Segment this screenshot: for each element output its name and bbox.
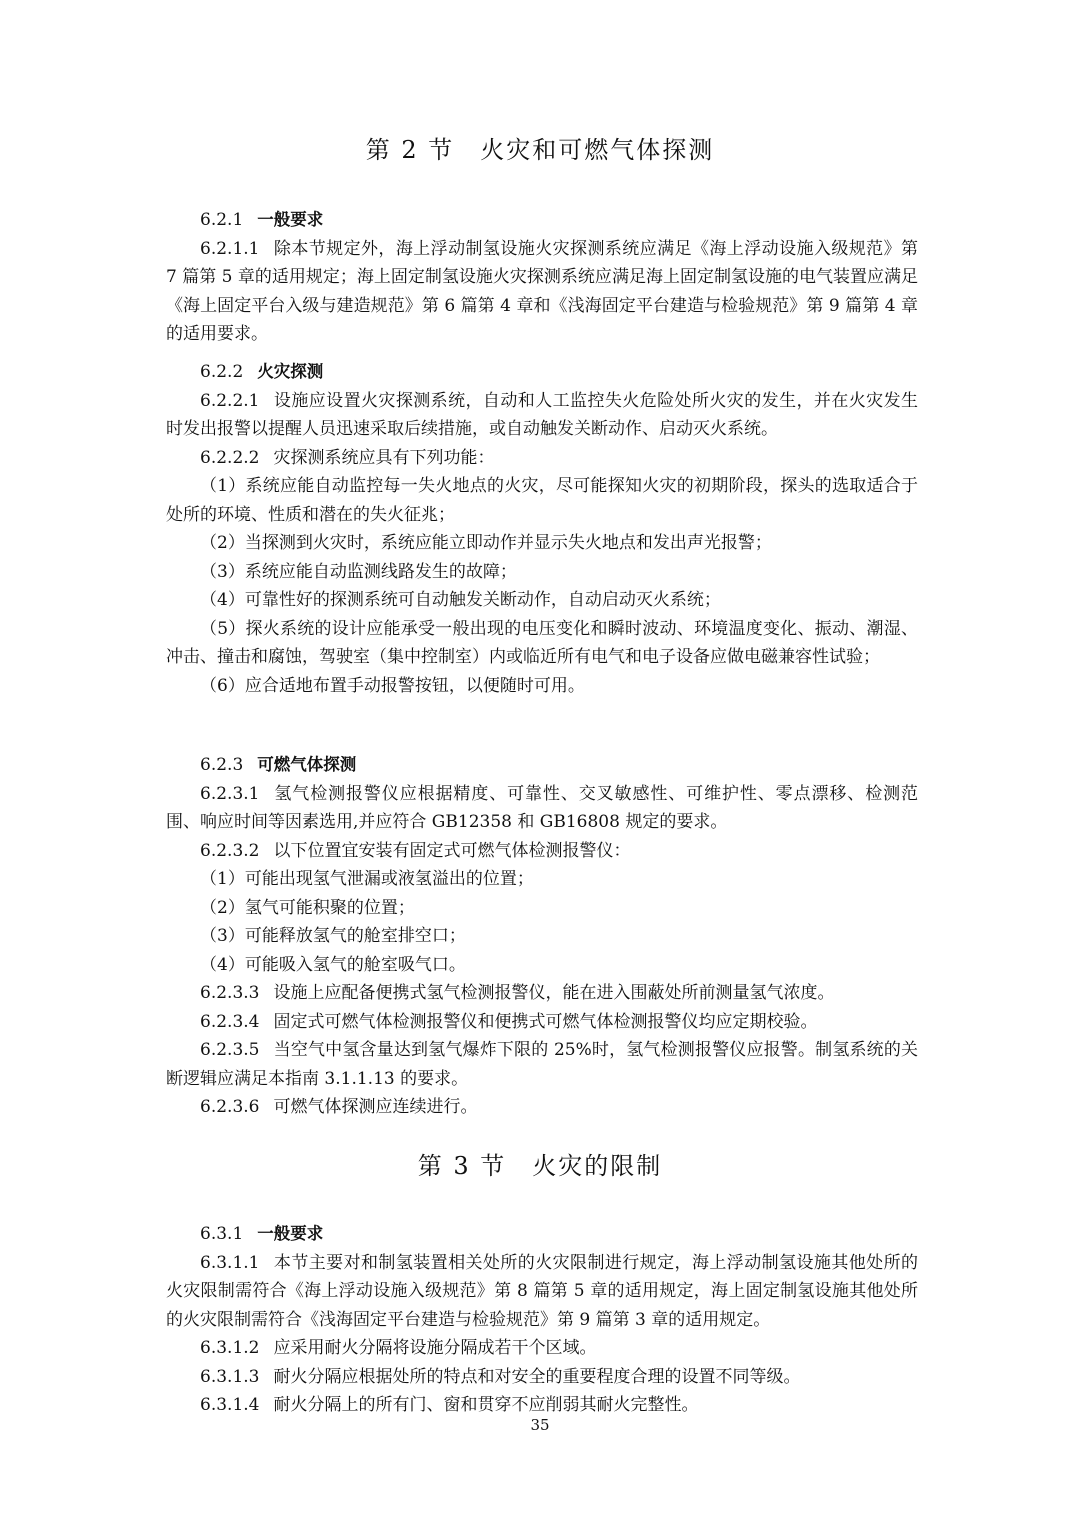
clause-text: 以下位置宜安装有固定式可燃气体检测报警仪： [273, 840, 631, 861]
heading-text: 火灾探测 [257, 362, 324, 381]
section-2-title: 第 2 节 火灾和可燃气体探测 [365, 136, 715, 164]
clause-text: 固定式可燃气体检测报警仪和便携式可燃气体检测报警仪均应定期校验。 [273, 1011, 818, 1032]
clause-6-2-1-1 [166, 235, 918, 349]
page-number: 35 [530, 1416, 550, 1434]
clause-text: 除本节规定外，海上浮动制氢设施火灾探测系统应满足《海上浮动设施入级规范》第 7 篇第 5 章的适用规定；海上固定制氢设施火灾探测系统应满足海上固定制氢设施的电气装置应满足《海上固定平台入级与建造规范》第 6 篇第 4 章和《浅海固定平台建造与检验规范》第 9 篇第 4 章的适用要求。 [166, 238, 918, 344]
clause-6-2-3-2 [166, 837, 918, 866]
clause-number: 6.3.1.2 [200, 1338, 260, 1358]
heading-number: 6.2.2 [200, 362, 244, 382]
list-item: （4）可能吸入氢气的舱室吸气口。 [200, 954, 466, 975]
subsection-6-2-2 [166, 358, 918, 700]
clause-text: 氢气检测报警仪应根据精度、可靠性、交叉敏感性、可维护性、零点漂移、检测范围、响应时间等因素选用,并应符合 GB12358 和 GB16808 规定的要求。 [166, 783, 918, 832]
subsection-heading [166, 206, 918, 235]
heading-text: 一般要求 [257, 210, 324, 229]
clause-number: 6.2.3.6 [200, 1097, 260, 1117]
clause-text: 设施应设置火灾探测系统，自动和人工监控失火危险处所火灾的发生，并在火灾发生时发出报警以提醒人员迅速采取后续措施，或自动触发关断动作、启动灭火系统。 [166, 390, 918, 439]
clause-number: 6.3.1.3 [200, 1366, 260, 1387]
list-item: （1）系统应能自动监控每一失火地点的火灾，尽可能探知火灾的初期阶段，探头的选取适合于处所的环境、性质和潜在的失火征兆； [166, 476, 918, 525]
subsection-heading [166, 358, 918, 387]
heading-number: 6.2.3 [200, 755, 244, 775]
clause-text: 耐火分隔上的所有门、窗和贯穿不应削弱其耐火完整性。 [273, 1395, 699, 1415]
clause-text: 设施上应配备便携式氢气检测报警仪，能在进入围蔽处所前测量氢气浓度。 [273, 983, 835, 1003]
clause-text: 当空气中氢含量达到氢气爆炸下限的 25%时，氢气检测报警仪应报警。制氢系统的关断逻辑应满足本指南 3.1.1.13 的要求。 [166, 1040, 918, 1089]
clause-number: 6.2.1.1 [200, 238, 260, 259]
clause-number: 6.3.1.4 [200, 1395, 260, 1415]
clause-text: 可燃气体探测应连续进行。 [273, 1097, 478, 1117]
clause-6-2-3-4 [166, 1008, 918, 1037]
clause-6-3-1-2 [166, 1334, 918, 1363]
clause-6-2-3-1 [166, 780, 918, 837]
subsection-6-2-1 [166, 206, 918, 349]
clause-number: 6.2.2.2 [200, 447, 260, 468]
clause-6-2-2-1 [166, 387, 918, 444]
list-item: （2）当探测到火灾时，系统应能立即动作并显示失火地点和发出声光报警； [200, 533, 772, 553]
list-item: （6）应合适地布置手动报警按钮，以便随时可用。 [200, 675, 585, 696]
section-3-title: 第 3 节 火灾的限制 [417, 1152, 663, 1180]
clause-number: 6.2.3.5 [200, 1040, 260, 1060]
clause-number: 6.3.1.1 [200, 1252, 260, 1273]
list-item: （5）探火系统的设计应能承受一般出现的电压变化和瞬时波动、环境温度变化、振动、潮湿、冲击、撞击和腐蚀，驾驶室（集中控制室）内或临近所有电气和电子设备应做电磁兼容性试验； [166, 618, 918, 667]
list-item: （4）可靠性好的探测系统可自动触发关断动作，自动启动灭火系统； [200, 590, 721, 610]
list-item: （3）可能释放氢气的舱室排空口； [200, 926, 466, 946]
clause-text: 本节主要对和制氢装置相关处所的火灾限制进行规定，海上浮动制氢设施其他处所的火灾限制需符合《海上浮动设施入级规范》第 8 篇第 5 章的适用规定，海上固定制氢设施其他处所的火灾限制需符合《浅海固定平台建造与检验规范》第 9 篇第 3 章的适用规定。 [166, 1252, 918, 1330]
clause-number: 6.2.3.2 [200, 840, 260, 861]
clause-number: 6.2.3.4 [200, 1011, 260, 1032]
clause-number: 6.2.2.1 [200, 390, 260, 411]
clause-text: 灾探测系统应具有下列功能： [273, 447, 495, 468]
clause-6-2-3-5 [166, 1036, 918, 1093]
clause-text: 耐火分隔应根据处所的特点和对安全的重要程度合理的设置不同等级。 [273, 1366, 801, 1387]
clause-6-2-3-6 [166, 1093, 918, 1122]
clause-6-2-3-3 [166, 979, 918, 1008]
heading-text: 一般要求 [257, 1224, 324, 1243]
list-item: （2）氢气可能积聚的位置； [200, 897, 415, 918]
clause-number: 6.2.3.1 [200, 783, 260, 804]
list-item: （3）系统应能自动监测线路发生的故障； [200, 561, 517, 582]
clause-text: 应采用耐火分隔将设施分隔成若干个区域。 [273, 1338, 597, 1358]
heading-number: 6.3.1 [200, 1224, 244, 1244]
clause-number: 6.2.3.3 [200, 983, 260, 1003]
subsection-heading [166, 751, 918, 780]
heading-number: 6.2.1 [200, 210, 244, 230]
clause-6-3-1-1 [166, 1249, 918, 1335]
subsection-heading [166, 1220, 918, 1249]
heading-text: 可燃气体探测 [257, 755, 357, 774]
clause-6-3-1-3 [166, 1363, 918, 1392]
subsection-6-2-3 [166, 751, 918, 1122]
clause-6-2-2-2 [166, 444, 918, 473]
list-item: （1）可能出现氢气泄漏或液氢溢出的位置； [200, 869, 534, 889]
subsection-6-3-1 [166, 1220, 918, 1420]
